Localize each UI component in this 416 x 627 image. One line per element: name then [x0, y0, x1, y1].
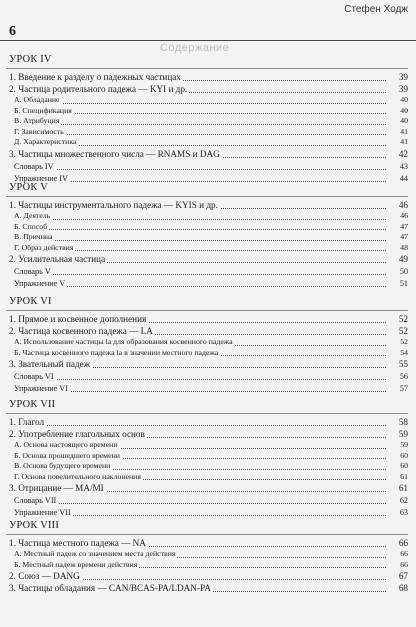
toc-entry-page: 60	[400, 461, 408, 470]
toc-entry[interactable]	[0, 137, 416, 148]
toc-entry-text: 2. Частица косвенного падежа — LA	[9, 326, 153, 336]
toc-entry-text: 2. Частица родительного падежа — KYI и др.	[9, 84, 188, 94]
toc-entry-page: 62	[399, 496, 408, 505]
toc-entry-text: 3. Звательный падеж	[9, 359, 91, 369]
toc-entry-text: Упражнение V	[14, 279, 66, 288]
running-head: Стефен Ходж	[344, 4, 408, 15]
toc-entry-text: А. Местный падеж со значением места действия	[14, 549, 176, 558]
toc-entry-title	[14, 222, 386, 233]
toc-entry-text: Д. Характеристика	[14, 137, 77, 146]
toc-entry-text: 1. Введение к разделу о падежных частицах	[9, 72, 181, 82]
toc-entry-title	[14, 451, 386, 462]
toc-entry-page: 46	[398, 200, 408, 210]
toc-entry-text: Упражнение VII	[14, 508, 71, 517]
toc-entry-page: 50	[399, 267, 408, 276]
toc-entry-text: 3. Отрицание — MA/MI	[9, 483, 104, 493]
toc-entry-page: 59	[400, 440, 408, 449]
toc-entry-page: 67	[398, 571, 408, 581]
toc-entry-text: Б. Основа прошедшего времени	[14, 450, 120, 460]
lesson-separator	[6, 413, 408, 414]
toc-entry-text: 1. Частицы инструментального падежа — KYIS и др.	[9, 200, 218, 210]
toc-entry-text: 3. Частицы обладания — CAN/BCAS-PA/LDAN-PA	[9, 583, 211, 593]
toc-entry-page: 58	[398, 417, 408, 427]
toc-entry-text: Словарь V	[14, 267, 51, 276]
toc-entry[interactable]	[0, 172, 416, 185]
toc-entry-text: 3. Частицы множественного числа — RNAMS и DAG	[9, 148, 220, 159]
toc-entry[interactable]	[0, 560, 416, 571]
toc-entry[interactable]	[0, 451, 416, 462]
toc-entry-text: Г. Зависимость	[14, 126, 64, 136]
toc-entry-title	[14, 172, 386, 185]
toc-entry-title	[14, 461, 386, 472]
toc-entry-page: 41	[400, 126, 408, 136]
toc-entry-text: Упражнение IV	[14, 173, 68, 183]
toc-entry-title	[14, 506, 386, 519]
toc-entry[interactable]	[0, 116, 416, 127]
lesson-separator	[6, 68, 408, 69]
toc-entry-page: 55	[398, 359, 408, 369]
toc-entry-text: Г. Основа повелительного наклонения	[14, 471, 141, 481]
toc-entry[interactable]	[0, 232, 416, 243]
toc-entry[interactable]	[0, 211, 416, 222]
toc-entry-title	[14, 382, 386, 395]
toc-entry-title	[14, 232, 386, 243]
toc-entry[interactable]	[0, 106, 416, 117]
toc-entry-page: 46	[400, 211, 408, 220]
toc-entry-text: 1. Частица местного падежа — NA	[9, 538, 146, 548]
toc-entry[interactable]	[0, 382, 416, 395]
toc-entry-page: 51	[399, 279, 408, 288]
lesson-title: УРОК VII	[9, 399, 56, 410]
toc-entry-page: 47	[400, 232, 408, 241]
toc-entry-page: 63	[399, 508, 408, 517]
toc-entry-text: А. Обладание	[14, 95, 60, 104]
lesson-title: УРОК VI	[9, 296, 52, 307]
toc-entry-text: Словарь VII	[14, 496, 57, 505]
toc-entry-page: 44	[399, 173, 408, 183]
toc-entry-text: Б. Способ	[14, 221, 48, 231]
toc-entry-page: 39	[398, 84, 408, 94]
toc-entry-page: 43	[399, 161, 408, 171]
toc-entry-title	[14, 472, 386, 483]
toc-entry-text: Б. Спецификация	[14, 105, 72, 115]
toc-entry-page: 60	[400, 450, 408, 460]
toc-entry-text: Б. Местный падеж времени действия	[14, 559, 138, 569]
toc-entry-title	[9, 582, 386, 595]
toc-entry[interactable]	[0, 337, 416, 348]
lesson-separator	[6, 534, 408, 535]
toc-entry-title	[14, 116, 386, 127]
toc-entry[interactable]	[0, 506, 416, 519]
toc-entry-title	[14, 106, 386, 117]
toc-entry-title	[14, 277, 386, 290]
toc-entry-title	[14, 440, 386, 451]
toc-entry-page: 40	[400, 95, 408, 104]
toc-entry-page: 52	[398, 326, 408, 336]
toc-entry-page: 68	[398, 583, 408, 593]
toc-entry[interactable]	[0, 243, 416, 254]
toc-entry-text: А. Использование частицы la для образования косвенного падежа	[14, 337, 233, 346]
toc-entry-text: 1. Прямое и косвенное дополнения	[9, 314, 147, 324]
page-header	[0, 0, 416, 54]
toc-entry[interactable]	[0, 127, 416, 138]
toc-entry-page: 52	[398, 314, 408, 324]
toc-entry-page: 48	[400, 242, 408, 252]
toc-entry-page: 47	[400, 221, 408, 231]
toc-entry-page: 66	[400, 549, 408, 558]
toc-entry-title	[14, 211, 386, 222]
toc-entry-title	[14, 348, 386, 359]
toc-entry[interactable]	[0, 95, 416, 106]
toc-entry-text: А. Основа настоящего времени	[14, 440, 118, 449]
lesson-title: УРОК V	[9, 182, 48, 193]
toc-entry-page: 49	[398, 254, 408, 264]
lesson-separator	[6, 196, 408, 197]
toc-entry-text: Г. Образ действия	[14, 242, 74, 252]
toc-entry-text: Словарь IV	[14, 161, 54, 171]
toc-entry-page: 57	[399, 384, 408, 393]
lesson-title: УРОК VIII	[9, 520, 59, 531]
toc-entry-text: А. Деятель	[14, 211, 51, 220]
toc-entry-page: 56	[399, 372, 408, 381]
toc-entry[interactable]	[0, 222, 416, 233]
toc-entry-text: 2. Союз — DANG	[9, 571, 80, 581]
ghost-heading: Содержание	[160, 42, 230, 54]
toc-entry-page: 42	[398, 148, 408, 159]
toc-entry-text: 2. Употребление глагольных основ	[9, 429, 145, 439]
toc-entry-text: Словарь VI	[14, 372, 54, 381]
toc-entry-title	[14, 95, 386, 106]
toc-entry-title	[14, 127, 386, 138]
toc-entry-page: 40	[400, 105, 408, 115]
toc-entry[interactable]	[0, 277, 416, 290]
toc-entry-title	[14, 337, 386, 348]
toc-entry-text: 1. Глагол	[9, 417, 45, 427]
toc-entry-page: 66	[398, 538, 408, 548]
toc-entry-page: 40	[400, 116, 408, 125]
toc-entry-page: 61	[398, 483, 408, 493]
toc-entry-title	[14, 560, 386, 571]
toc-entry-page: 41	[400, 137, 408, 146]
toc-entry[interactable]	[0, 440, 416, 451]
toc-entry-page: 61	[400, 471, 408, 481]
toc-entry-page: 54	[400, 347, 408, 357]
toc-entry-page: 59	[398, 429, 408, 439]
toc-entry-text: В. Основа будущего времени	[14, 461, 111, 470]
toc-entry-title	[14, 137, 386, 148]
toc-entry-text: 2. Усилительная частица	[9, 254, 106, 264]
toc-entry-text: В. Причина	[14, 232, 53, 241]
toc-entry[interactable]	[0, 549, 416, 560]
toc-entry-page: 52	[400, 337, 408, 346]
toc-entry[interactable]	[0, 348, 416, 359]
toc-entry-page: 39	[398, 72, 408, 82]
toc-entry-title	[14, 243, 386, 254]
toc-entry-title	[14, 549, 386, 560]
toc-entry-text: Упражнение VI	[14, 384, 68, 393]
toc-entry-text: В. Атрибуция	[14, 116, 60, 125]
lesson-title: УРОК IV	[9, 54, 52, 65]
lesson-separator	[6, 310, 408, 311]
header-rule	[0, 40, 416, 41]
toc-entry-text: Б. Частица косвенного падежа la в значении местного падежа	[14, 347, 219, 357]
toc-entry[interactable]	[0, 461, 416, 472]
page-number: 6	[9, 24, 16, 39]
toc-entry[interactable]	[0, 582, 416, 595]
toc-entry-page: 66	[400, 559, 408, 569]
toc-entry[interactable]	[0, 472, 416, 483]
